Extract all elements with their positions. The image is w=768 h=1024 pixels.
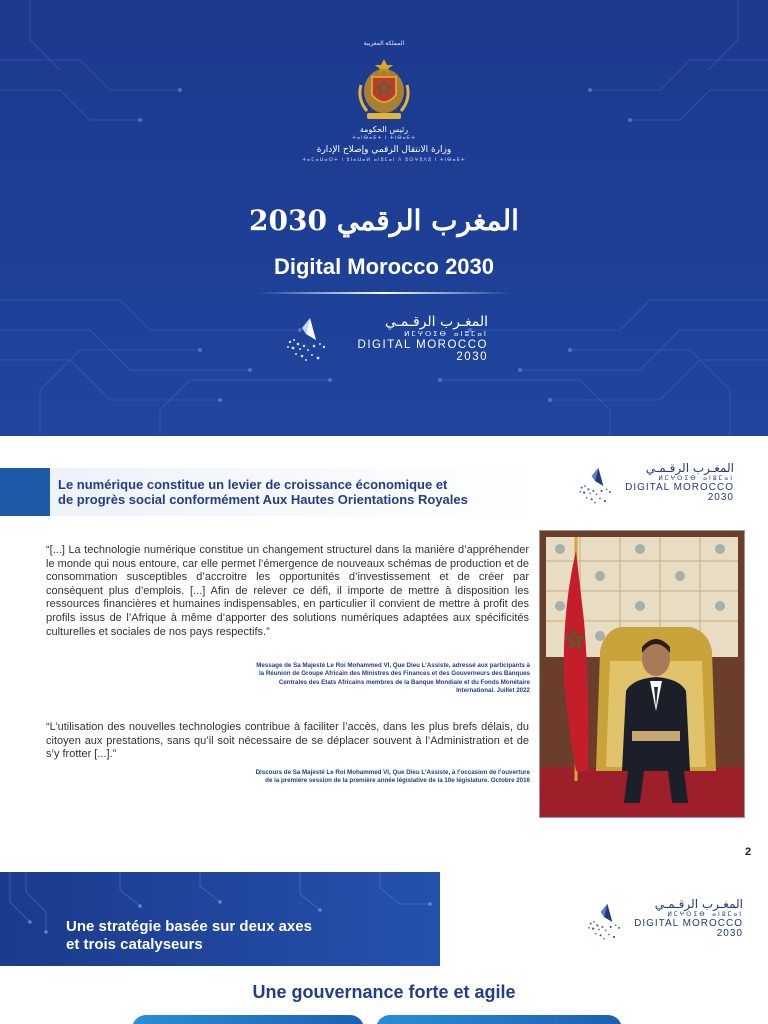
page-2-title-line-2: de progrès social conformément Aux Hautes Orientations Royales [58,492,468,507]
quote-1-source-line-1: Message de Sa Majesté Le Roi Mohammed VI, Que Dieu L’Assiste, adressé aux participants à [256,662,530,669]
logo-year-text: 2030 [707,492,734,503]
cover-title-arabic: المغرب الرقمي 2030 [249,204,519,237]
logo-wordmark [616,462,734,503]
page-2-title [58,477,468,507]
cover-page [0,0,768,436]
page-3-title-line-1: Une stratégie basée sur deux axes [66,918,312,935]
logo-year-text: 2030 [716,928,743,939]
page-2-title-line-1: Le numérique constitue un levier de croissance économique et [58,477,448,492]
axis-pill-right [376,1015,622,1024]
star-logo-icon [576,466,614,506]
ministry-name-amazigh: ⵜⴰⵎⴰⵡⴰⵙⵜ ⵏ ⵓⵏⴰⵡⴰⵍ ⴰⵏⵓⵎⴰⵏ ⴷ ⵓⵙⵖⵓⴷⵓ ⵏ ⵜⵏⴱⴰⴹⵜ [302,157,466,163]
logo-arabic-text: المغـرب الرقـمـي [654,897,743,911]
royal-quote-2: “L’utilisation des nouvelles technologies contribue à faciliter l’accès, dans les plus brefs délais, du citoyen aux prestations, sans qu’il soit nécessaire de se déplacer souvent à l’Administration et de s’y frotter [...].” [46,721,529,761]
official-portrait-image [539,530,745,818]
page-3-title-banner [0,872,440,966]
logo-arabic-text: المغـرب الرقـمـي [385,314,488,330]
quote-2-source-line-1: Discours de Sa Majesté Le Roi Mohammed VI, Que Dieu L’Assiste, à l’occasion de l’ouverture [255,769,530,776]
digital-morocco-logo-small [576,462,741,510]
logo-wordmark [338,314,488,363]
quote-2-source-line-2: de la première session de la première année législative de la 10e législature. Octobre 2016 [265,777,530,785]
star-logo-icon [284,316,328,364]
page-3 [0,858,768,1024]
logo-english-text: DIGITAL MOROCCO [625,482,734,493]
digital-morocco-logo-small [585,898,750,946]
logo-year-text: 2030 [456,351,488,363]
logo-english-text: DIGITAL MOROCCO [357,339,488,351]
cover-title-english: Digital Morocco 2030 [273,254,495,279]
ministry-name-arabic: وزارة الانتقال الرقمي وإصلاح الإدارة [316,145,452,155]
section-heading: Une gouvernance forte et agile [252,982,516,1002]
quote-1-source-line-4: International. Juillet 2022 [456,686,530,694]
quote-1-source [170,662,530,695]
quote-2-source [170,769,530,786]
page-2-title-bar [50,468,542,516]
quote-1-source-line-3: Centrales des Etats Africains membres de la Banque Mondiale et du Fonds Monétaire [278,678,530,686]
logo-amazigh-text: ⵍⵎⵖⵔⵉⴱ ⴰⵏⵓⵎⴰⵏ [658,475,734,482]
logo-arabic-text: المغـرب الرقـمـي [645,461,734,475]
page-number: 2 [745,846,752,858]
logo-english-text: DIGITAL MOROCCO [634,918,743,929]
head-of-government-amazigh: ⵜⴰⵏⴱⴰⴹⵜ ⵏ ⵜⵏⴱⴰⴹⵜ [352,135,416,141]
axis-pill-left [132,1015,364,1024]
logo-amazigh-text: ⵍⵎⵖⵔⵉⴱ ⴰⵏⵓⵎⴰⵏ [404,330,488,338]
logo-wordmark [625,898,743,939]
page-3-title-line-2: et trois catalyseurs [66,936,203,953]
digital-morocco-logo [284,314,494,370]
title-divider [258,292,510,294]
moroccan-coat-of-arms-emblem [355,55,413,123]
page-2 [0,436,768,858]
royal-quote-1: “[...] La technologie numérique constitue un changement structurel dans la manière d’appréhender le monde qui nous entoure, car elle permet l’émergence de nouveaux schémas de production et de consommation susceptibles d’accroitre les opportunités d’investissement et de créer par conséquent plus d’emplois. [...] Afin de relever ce défi, il importe de mettre à disposition les ressources financières et humaines indispensables, en particulier il convient de mettre à profit des profils issus de l’Afrique à même d’apporter des solutions numériques adaptées aux spécificités culturelles et sociales de nos pays respectifs.” [46,544,529,638]
quote-1-source-line-2: la Réunion de Groupe Africain des Ministres des Finances et des Gouverneurs des Banques [258,670,530,678]
head-of-government-arabic: رئيس الحكومة [359,125,409,134]
logo-amazigh-text: ⵍⵎⵖⵔⵉⴱ ⴰⵏⵓⵎⴰⵏ [667,911,743,918]
royal-kingdom-label: المملكة المغربية [363,41,405,47]
title-accent-tab [0,468,50,516]
page-3-title [66,918,312,954]
star-logo-icon [585,902,623,942]
